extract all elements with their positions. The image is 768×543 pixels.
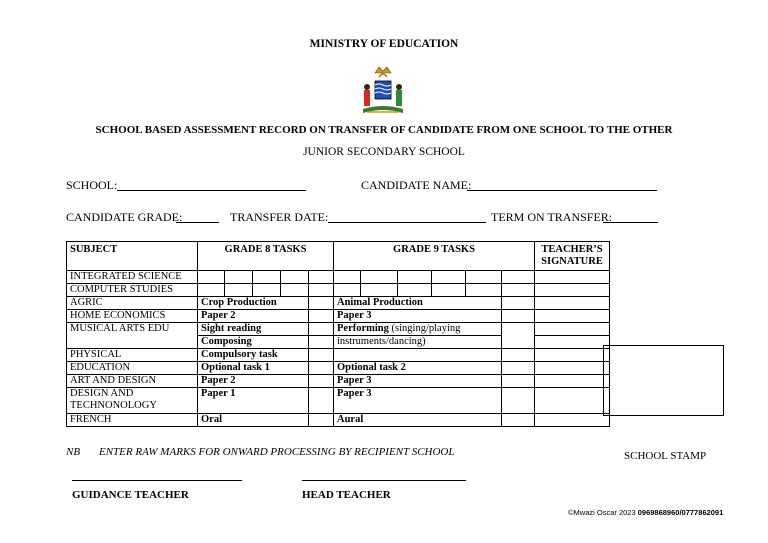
task-cell: Paper 2 xyxy=(198,375,309,388)
table-row xyxy=(67,388,610,414)
task-cell: Oral xyxy=(198,414,309,427)
subject-cell: ART AND DESIGN xyxy=(67,375,198,388)
head-teacher-label: HEAD TEACHER xyxy=(302,489,391,501)
subject-header: SUBJECT xyxy=(67,242,198,271)
task-cell: Aural xyxy=(334,414,502,427)
table-row xyxy=(67,323,610,336)
task-cell: instruments/dancing) xyxy=(334,336,502,349)
task-cell: Paper 3 xyxy=(334,375,502,388)
transfer-date-field[interactable] xyxy=(328,222,486,223)
subject-cell: INTEGRATED SCIENCE xyxy=(67,271,198,284)
task-cell: Performing (singing/playing xyxy=(334,323,502,336)
guidance-teacher-label: GUIDANCE TEACHER xyxy=(72,489,189,501)
head-teacher-signature-line[interactable] xyxy=(302,480,466,481)
task-cell: Optional task 2 xyxy=(334,362,502,375)
term-on-transfer-label: TERM ON TRANSFER: xyxy=(491,210,613,224)
table-header-row xyxy=(67,242,610,271)
task-cell: Paper 2 xyxy=(198,310,309,323)
document-subtitle: JUNIOR SECONDARY SCHOOL xyxy=(303,146,465,158)
signature-cell[interactable] xyxy=(535,414,610,427)
task-cell: Composing xyxy=(198,336,309,349)
term-on-transfer-field[interactable] xyxy=(603,222,658,223)
guidance-teacher-signature-line[interactable] xyxy=(72,480,242,481)
transfer-date-label: TRANSFER DATE: xyxy=(230,210,329,224)
credit-text: ©Mwazi Oscar 2023 0969868960/0777862091 xyxy=(568,508,724,517)
signature-header: TEACHER’S SIGNATURE xyxy=(535,242,610,271)
task-cell: Paper 1 xyxy=(198,388,309,414)
table-row xyxy=(67,414,610,427)
signature-cell[interactable] xyxy=(535,362,610,375)
school-stamp-label: SCHOOL STAMP xyxy=(624,450,707,462)
task-cell: Compulsory task xyxy=(198,349,309,362)
document-title: SCHOOL BASED ASSESSMENT RECORD ON TRANSFER OF CANDIDATE FROM ONE SCHOOL TO THE OTHER xyxy=(95,124,673,136)
table-row xyxy=(67,362,610,375)
school-label: SCHOOL: xyxy=(66,178,118,192)
coat-of-arms-icon xyxy=(359,65,407,117)
grade9-header: GRADE 9 TASKS xyxy=(334,242,535,271)
signature-cell[interactable] xyxy=(535,336,610,349)
signature-cell[interactable] xyxy=(535,388,610,414)
signature-cell[interactable] xyxy=(535,323,610,336)
school-field[interactable] xyxy=(117,190,306,191)
table-row xyxy=(67,375,610,388)
table-row xyxy=(67,284,610,297)
candidate-name-label: CANDIDATE NAME: xyxy=(361,178,472,192)
candidate-grade-field[interactable] xyxy=(176,222,219,223)
candidate-name-field[interactable] xyxy=(467,190,657,191)
subject-cell: FRENCH xyxy=(67,414,198,427)
signature-cell[interactable] xyxy=(535,349,610,362)
table-row xyxy=(67,297,610,310)
subject-cell: COMPUTER STUDIES xyxy=(67,284,198,297)
task-cell: Sight reading xyxy=(198,323,309,336)
table-row xyxy=(67,349,610,362)
subject-cell: HOME ECONOMICS xyxy=(67,310,198,323)
task-cell: Paper 3 xyxy=(334,388,502,414)
task-cell: Animal Production xyxy=(334,297,502,310)
signature-cell[interactable] xyxy=(535,297,610,310)
assessment-table xyxy=(66,241,610,427)
signature-cell[interactable] xyxy=(535,310,610,323)
nb-text: ENTER RAW MARKS FOR ONWARD PROCESSING BY RECIPIENT SCHOOL xyxy=(99,446,455,458)
task-cell: Crop Production xyxy=(198,297,309,310)
grade8-header: GRADE 8 TASKS xyxy=(198,242,334,271)
subject-cell: EDUCATION xyxy=(67,362,198,375)
candidate-grade-label: CANDIDATE GRADE: xyxy=(66,210,183,224)
table-row xyxy=(67,310,610,323)
nb-label: NB xyxy=(66,446,81,458)
signature-cell[interactable] xyxy=(535,375,610,388)
school-stamp-box xyxy=(603,345,724,416)
subject-cell: MUSICAL ARTS EDU xyxy=(67,323,198,349)
subject-cell: PHYSICAL xyxy=(67,349,198,362)
task-cell: Optional task 1 xyxy=(198,362,309,375)
subject-cell: AGRIC xyxy=(67,297,198,310)
subject-cell: DESIGN AND TECHNONOLOGY xyxy=(67,388,198,414)
signature-cell[interactable] xyxy=(535,271,610,284)
ministry-heading: MINISTRY OF EDUCATION xyxy=(309,38,459,50)
table-row xyxy=(67,271,610,284)
task-cell: Paper 3 xyxy=(334,310,502,323)
signature-cell[interactable] xyxy=(535,284,610,297)
